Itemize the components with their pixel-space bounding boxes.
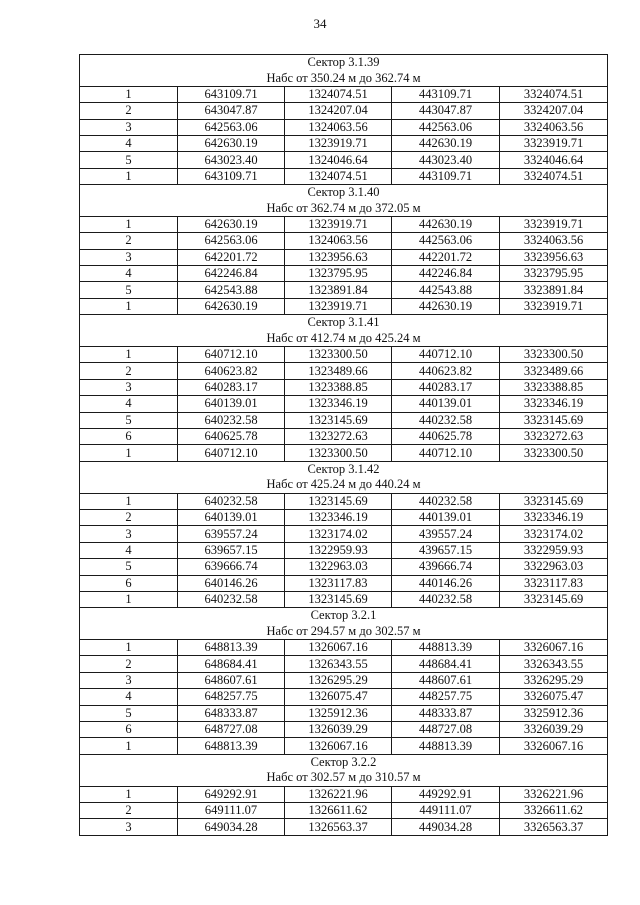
point-number-cell: 4 bbox=[80, 542, 178, 558]
coord-x-msk-cell: 440139.01 bbox=[392, 509, 500, 525]
coord-y-local-cell: 1326295.29 bbox=[285, 672, 392, 688]
sector-height-row bbox=[80, 201, 608, 217]
coord-x-msk-cell: 440146.26 bbox=[392, 575, 500, 591]
coord-x-local-cell: 643109.71 bbox=[178, 86, 285, 102]
coord-x-msk-cell: 440283.17 bbox=[392, 379, 500, 395]
coord-x-local-cell: 640283.17 bbox=[178, 379, 285, 395]
coord-x-local-cell: 642630.19 bbox=[178, 135, 285, 151]
coord-x-msk-cell: 448607.61 bbox=[392, 672, 500, 688]
coord-x-msk-cell: 442543.88 bbox=[392, 282, 500, 298]
coord-x-local-cell: 640232.58 bbox=[178, 493, 285, 509]
point-number-cell: 3 bbox=[80, 819, 178, 835]
coord-y-msk-cell: 3323145.69 bbox=[500, 591, 608, 607]
coord-y-local-cell: 1324063.56 bbox=[285, 233, 392, 249]
sector-height-row bbox=[80, 624, 608, 640]
coord-x-local-cell: 648257.75 bbox=[178, 689, 285, 705]
coord-x-msk-cell: 449034.28 bbox=[392, 819, 500, 835]
table-row bbox=[80, 412, 608, 428]
coord-x-msk-cell: 442563.06 bbox=[392, 119, 500, 135]
point-number-cell: 1 bbox=[80, 298, 178, 314]
table-row bbox=[80, 672, 608, 688]
coord-x-local-cell: 640139.01 bbox=[178, 396, 285, 412]
table-row bbox=[80, 722, 608, 738]
coord-x-msk-cell: 439657.15 bbox=[392, 542, 500, 558]
coord-y-msk-cell: 3326563.37 bbox=[500, 819, 608, 835]
coord-y-local-cell: 1325912.36 bbox=[285, 705, 392, 721]
table-row bbox=[80, 379, 608, 395]
coord-y-msk-cell: 3324074.51 bbox=[500, 86, 608, 102]
table-row bbox=[80, 705, 608, 721]
coord-y-msk-cell: 3323956.63 bbox=[500, 249, 608, 265]
coord-x-msk-cell: 449292.91 bbox=[392, 786, 500, 802]
sector-height-row bbox=[80, 70, 608, 86]
table-row bbox=[80, 347, 608, 363]
coord-y-local-cell: 1323300.50 bbox=[285, 347, 392, 363]
coord-x-msk-cell: 448684.41 bbox=[392, 656, 500, 672]
table-row bbox=[80, 689, 608, 705]
coord-y-msk-cell: 3326067.16 bbox=[500, 640, 608, 656]
point-number-cell: 3 bbox=[80, 119, 178, 135]
coord-x-local-cell: 648813.39 bbox=[178, 640, 285, 656]
coord-x-msk-cell: 449111.07 bbox=[392, 802, 500, 818]
coord-y-local-cell: 1323388.85 bbox=[285, 379, 392, 395]
coord-x-local-cell: 642630.19 bbox=[178, 298, 285, 314]
point-number-cell: 4 bbox=[80, 135, 178, 151]
coord-x-msk-cell: 439666.74 bbox=[392, 559, 500, 575]
coord-y-msk-cell: 3323145.69 bbox=[500, 412, 608, 428]
table-row bbox=[80, 786, 608, 802]
sector-title: Сектор 3.1.42 bbox=[80, 461, 608, 477]
coord-y-local-cell: 1323145.69 bbox=[285, 591, 392, 607]
coord-x-local-cell: 649111.07 bbox=[178, 802, 285, 818]
coord-x-local-cell: 643109.71 bbox=[178, 168, 285, 184]
coord-y-msk-cell: 3326343.55 bbox=[500, 656, 608, 672]
point-number-cell: 2 bbox=[80, 363, 178, 379]
coord-y-local-cell: 1322959.93 bbox=[285, 542, 392, 558]
coord-x-local-cell: 642543.88 bbox=[178, 282, 285, 298]
coord-x-local-cell: 640625.78 bbox=[178, 428, 285, 444]
sector-height-range: Набс от 350.24 м до 362.74 м bbox=[80, 70, 608, 86]
coord-x-local-cell: 648684.41 bbox=[178, 656, 285, 672]
sector-title-row bbox=[80, 185, 608, 201]
point-number-cell: 4 bbox=[80, 689, 178, 705]
coord-y-local-cell: 1323272.63 bbox=[285, 428, 392, 444]
point-number-cell: 5 bbox=[80, 559, 178, 575]
coord-y-local-cell: 1326343.55 bbox=[285, 656, 392, 672]
coord-y-msk-cell: 3326221.96 bbox=[500, 786, 608, 802]
coord-x-local-cell: 643047.87 bbox=[178, 103, 285, 119]
point-number-cell: 2 bbox=[80, 233, 178, 249]
coord-x-msk-cell: 448333.87 bbox=[392, 705, 500, 721]
table-row bbox=[80, 216, 608, 232]
table-row bbox=[80, 640, 608, 656]
coord-y-local-cell: 1326563.37 bbox=[285, 819, 392, 835]
sector-title-row bbox=[80, 315, 608, 331]
coord-y-msk-cell: 3324063.56 bbox=[500, 119, 608, 135]
table-row bbox=[80, 363, 608, 379]
table-row bbox=[80, 266, 608, 282]
coord-y-msk-cell: 3323300.50 bbox=[500, 445, 608, 461]
coord-y-msk-cell: 3323919.71 bbox=[500, 216, 608, 232]
table-row bbox=[80, 819, 608, 835]
table-row bbox=[80, 233, 608, 249]
point-number-cell: 2 bbox=[80, 509, 178, 525]
coord-x-msk-cell: 440712.10 bbox=[392, 445, 500, 461]
coord-y-msk-cell: 3323117.83 bbox=[500, 575, 608, 591]
coord-y-local-cell: 1326067.16 bbox=[285, 640, 392, 656]
coord-y-local-cell: 1323145.69 bbox=[285, 412, 392, 428]
point-number-cell: 1 bbox=[80, 347, 178, 363]
sector-title: Сектор 3.2.2 bbox=[80, 754, 608, 770]
coord-x-local-cell: 640232.58 bbox=[178, 412, 285, 428]
coord-y-msk-cell: 3326295.29 bbox=[500, 672, 608, 688]
coord-y-msk-cell: 3324074.51 bbox=[500, 168, 608, 184]
point-number-cell: 4 bbox=[80, 266, 178, 282]
coord-x-local-cell: 639557.24 bbox=[178, 526, 285, 542]
coord-y-msk-cell: 3326067.16 bbox=[500, 738, 608, 754]
coord-y-msk-cell: 3323919.71 bbox=[500, 298, 608, 314]
coord-y-msk-cell: 3323795.95 bbox=[500, 266, 608, 282]
table-row bbox=[80, 119, 608, 135]
table-row bbox=[80, 656, 608, 672]
coord-y-local-cell: 1326075.47 bbox=[285, 689, 392, 705]
coord-x-msk-cell: 448813.39 bbox=[392, 640, 500, 656]
coord-x-local-cell: 649292.91 bbox=[178, 786, 285, 802]
point-number-cell: 2 bbox=[80, 103, 178, 119]
coord-y-msk-cell: 3326611.62 bbox=[500, 802, 608, 818]
coord-y-msk-cell: 3323300.50 bbox=[500, 347, 608, 363]
point-number-cell: 2 bbox=[80, 802, 178, 818]
coord-y-local-cell: 1323117.83 bbox=[285, 575, 392, 591]
coord-x-local-cell: 640146.26 bbox=[178, 575, 285, 591]
coord-x-local-cell: 640139.01 bbox=[178, 509, 285, 525]
coord-x-local-cell: 640712.10 bbox=[178, 347, 285, 363]
coord-y-local-cell: 1323919.71 bbox=[285, 216, 392, 232]
coord-y-msk-cell: 3323346.19 bbox=[500, 396, 608, 412]
coord-x-msk-cell: 442201.72 bbox=[392, 249, 500, 265]
table-row bbox=[80, 509, 608, 525]
coord-y-msk-cell: 3324207.04 bbox=[500, 103, 608, 119]
coord-x-msk-cell: 442630.19 bbox=[392, 216, 500, 232]
point-number-cell: 1 bbox=[80, 786, 178, 802]
sector-title-row bbox=[80, 754, 608, 770]
table-row bbox=[80, 396, 608, 412]
coord-y-msk-cell: 3323891.84 bbox=[500, 282, 608, 298]
coord-y-local-cell: 1323346.19 bbox=[285, 509, 392, 525]
coord-x-local-cell: 642563.06 bbox=[178, 119, 285, 135]
coord-y-msk-cell: 3323388.85 bbox=[500, 379, 608, 395]
table-row bbox=[80, 86, 608, 102]
coord-x-local-cell: 640712.10 bbox=[178, 445, 285, 461]
coord-x-local-cell: 648727.08 bbox=[178, 722, 285, 738]
sector-title: Сектор 3.2.1 bbox=[80, 608, 608, 624]
coord-y-local-cell: 1326221.96 bbox=[285, 786, 392, 802]
sector-height-range: Набс от 425.24 м до 440.24 м bbox=[80, 477, 608, 493]
point-number-cell: 3 bbox=[80, 526, 178, 542]
coord-y-local-cell: 1323346.19 bbox=[285, 396, 392, 412]
coord-y-local-cell: 1323956.63 bbox=[285, 249, 392, 265]
sector-height-row bbox=[80, 331, 608, 347]
table-row bbox=[80, 298, 608, 314]
sector-title-row bbox=[80, 608, 608, 624]
coord-y-msk-cell: 3322963.03 bbox=[500, 559, 608, 575]
coord-x-msk-cell: 440232.58 bbox=[392, 591, 500, 607]
coord-x-msk-cell: 442246.84 bbox=[392, 266, 500, 282]
coord-x-msk-cell: 442630.19 bbox=[392, 135, 500, 151]
table-row bbox=[80, 445, 608, 461]
table-row bbox=[80, 103, 608, 119]
sector-height-row bbox=[80, 477, 608, 493]
coord-y-local-cell: 1324074.51 bbox=[285, 86, 392, 102]
coord-x-msk-cell: 440625.78 bbox=[392, 428, 500, 444]
table-row bbox=[80, 591, 608, 607]
coord-x-local-cell: 642563.06 bbox=[178, 233, 285, 249]
coord-y-local-cell: 1323489.66 bbox=[285, 363, 392, 379]
point-number-cell: 1 bbox=[80, 738, 178, 754]
sector-height-range: Набс от 302.57 м до 310.57 м bbox=[80, 770, 608, 786]
coord-x-local-cell: 640623.82 bbox=[178, 363, 285, 379]
table-row bbox=[80, 249, 608, 265]
coord-y-msk-cell: 3323174.02 bbox=[500, 526, 608, 542]
coord-y-msk-cell: 3326075.47 bbox=[500, 689, 608, 705]
table-row bbox=[80, 428, 608, 444]
coord-x-local-cell: 648333.87 bbox=[178, 705, 285, 721]
sector-height-range: Набс от 362.74 м до 372.05 м bbox=[80, 201, 608, 217]
coord-y-local-cell: 1326611.62 bbox=[285, 802, 392, 818]
coord-y-local-cell: 1323145.69 bbox=[285, 493, 392, 509]
coord-y-msk-cell: 3325912.36 bbox=[500, 705, 608, 721]
coord-y-local-cell: 1324046.64 bbox=[285, 152, 392, 168]
point-number-cell: 3 bbox=[80, 379, 178, 395]
point-number-cell: 5 bbox=[80, 282, 178, 298]
coord-x-msk-cell: 443023.40 bbox=[392, 152, 500, 168]
table-row bbox=[80, 738, 608, 754]
coord-x-local-cell: 639657.15 bbox=[178, 542, 285, 558]
point-number-cell: 6 bbox=[80, 428, 178, 444]
coord-x-local-cell: 642201.72 bbox=[178, 249, 285, 265]
table-row bbox=[80, 168, 608, 184]
coord-x-msk-cell: 443109.71 bbox=[392, 168, 500, 184]
sector-title: Сектор 3.1.41 bbox=[80, 315, 608, 331]
coord-x-msk-cell: 448257.75 bbox=[392, 689, 500, 705]
point-number-cell: 3 bbox=[80, 672, 178, 688]
coord-y-local-cell: 1322963.03 bbox=[285, 559, 392, 575]
sector-title: Сектор 3.1.39 bbox=[80, 55, 608, 71]
table-row bbox=[80, 802, 608, 818]
coord-x-msk-cell: 440232.58 bbox=[392, 493, 500, 509]
coord-x-local-cell: 640232.58 bbox=[178, 591, 285, 607]
coord-x-msk-cell: 440232.58 bbox=[392, 412, 500, 428]
sector-title: Сектор 3.1.40 bbox=[80, 185, 608, 201]
coord-y-msk-cell: 3323272.63 bbox=[500, 428, 608, 444]
coord-x-msk-cell: 443109.71 bbox=[392, 86, 500, 102]
point-number-cell: 1 bbox=[80, 640, 178, 656]
coord-x-msk-cell: 440712.10 bbox=[392, 347, 500, 363]
coord-y-msk-cell: 3324063.56 bbox=[500, 233, 608, 249]
point-number-cell: 6 bbox=[80, 575, 178, 591]
point-number-cell: 5 bbox=[80, 152, 178, 168]
coord-x-msk-cell: 448727.08 bbox=[392, 722, 500, 738]
coord-y-local-cell: 1326039.29 bbox=[285, 722, 392, 738]
point-number-cell: 5 bbox=[80, 705, 178, 721]
point-number-cell: 1 bbox=[80, 86, 178, 102]
point-number-cell: 4 bbox=[80, 396, 178, 412]
coord-y-msk-cell: 3324046.64 bbox=[500, 152, 608, 168]
coordinates-table bbox=[79, 54, 608, 836]
coord-y-local-cell: 1323919.71 bbox=[285, 135, 392, 151]
table-row bbox=[80, 559, 608, 575]
coord-y-local-cell: 1323919.71 bbox=[285, 298, 392, 314]
coord-x-local-cell: 643023.40 bbox=[178, 152, 285, 168]
table-row bbox=[80, 542, 608, 558]
point-number-cell: 1 bbox=[80, 591, 178, 607]
coord-y-local-cell: 1323300.50 bbox=[285, 445, 392, 461]
coord-y-msk-cell: 3323489.66 bbox=[500, 363, 608, 379]
coord-y-local-cell: 1324207.04 bbox=[285, 103, 392, 119]
table-row bbox=[80, 282, 608, 298]
point-number-cell: 5 bbox=[80, 412, 178, 428]
coordinates-table-body bbox=[80, 55, 608, 836]
point-number-cell: 6 bbox=[80, 722, 178, 738]
page-number: 34 bbox=[313, 16, 327, 31]
coord-x-local-cell: 648813.39 bbox=[178, 738, 285, 754]
coord-y-msk-cell: 3323145.69 bbox=[500, 493, 608, 509]
table-row bbox=[80, 493, 608, 509]
point-number-cell: 1 bbox=[80, 445, 178, 461]
coord-y-msk-cell: 3322959.93 bbox=[500, 542, 608, 558]
table-row bbox=[80, 575, 608, 591]
coord-x-msk-cell: 442630.19 bbox=[392, 298, 500, 314]
coord-x-msk-cell: 439557.24 bbox=[392, 526, 500, 542]
coord-y-msk-cell: 3326039.29 bbox=[500, 722, 608, 738]
coord-x-local-cell: 649034.28 bbox=[178, 819, 285, 835]
point-number-cell: 1 bbox=[80, 493, 178, 509]
coord-x-msk-cell: 440139.01 bbox=[392, 396, 500, 412]
coord-x-msk-cell: 442563.06 bbox=[392, 233, 500, 249]
coord-x-local-cell: 639666.74 bbox=[178, 559, 285, 575]
point-number-cell: 2 bbox=[80, 656, 178, 672]
coord-x-msk-cell: 448813.39 bbox=[392, 738, 500, 754]
table-row bbox=[80, 526, 608, 542]
coord-y-local-cell: 1324063.56 bbox=[285, 119, 392, 135]
sector-height-range: Набс от 294.57 м до 302.57 м bbox=[80, 624, 608, 640]
coord-y-local-cell: 1326067.16 bbox=[285, 738, 392, 754]
sector-height-range: Набс от 412.74 м до 425.24 м bbox=[80, 331, 608, 347]
sector-height-row bbox=[80, 770, 608, 786]
point-number-cell: 3 bbox=[80, 249, 178, 265]
coord-y-local-cell: 1323891.84 bbox=[285, 282, 392, 298]
table-row bbox=[80, 135, 608, 151]
table-row bbox=[80, 152, 608, 168]
coord-y-msk-cell: 3323346.19 bbox=[500, 509, 608, 525]
coord-x-msk-cell: 443047.87 bbox=[392, 103, 500, 119]
sector-title-row bbox=[80, 55, 608, 71]
point-number-cell: 1 bbox=[80, 216, 178, 232]
coord-y-local-cell: 1324074.51 bbox=[285, 168, 392, 184]
coord-x-local-cell: 642246.84 bbox=[178, 266, 285, 282]
coord-y-local-cell: 1323795.95 bbox=[285, 266, 392, 282]
coord-y-msk-cell: 3323919.71 bbox=[500, 135, 608, 151]
coord-x-local-cell: 648607.61 bbox=[178, 672, 285, 688]
coord-y-local-cell: 1323174.02 bbox=[285, 526, 392, 542]
sector-title-row bbox=[80, 461, 608, 477]
coord-x-local-cell: 642630.19 bbox=[178, 216, 285, 232]
coord-x-msk-cell: 440623.82 bbox=[392, 363, 500, 379]
point-number-cell: 1 bbox=[80, 168, 178, 184]
